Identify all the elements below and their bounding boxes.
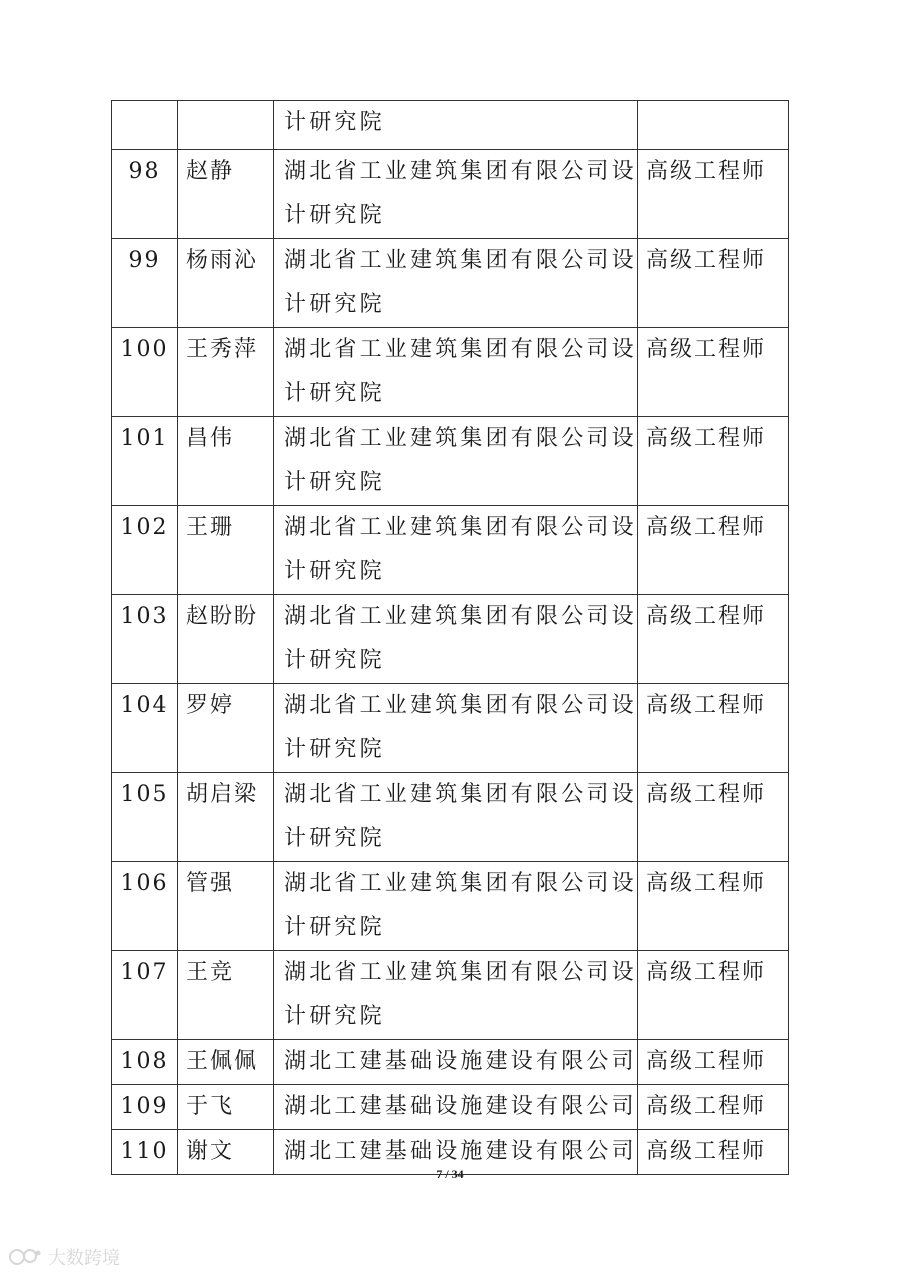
unit-cell: 湖北工建基础设施建设有限公司 — [274, 1085, 638, 1130]
table-row — [112, 1085, 789, 1130]
table-row — [112, 328, 789, 417]
row-number-cell: 104 — [112, 684, 178, 773]
title-cell: 高级工程师 — [638, 506, 789, 595]
name-cell: 胡启梁 — [178, 773, 274, 862]
chat-bubble-logo-icon — [8, 1247, 42, 1267]
table-row — [112, 417, 789, 506]
unit-cell: 湖北工建基础设施建设有限公司 — [274, 1040, 638, 1085]
watermark-text: 大数跨境 — [48, 1248, 120, 1269]
row-number-cell: 105 — [112, 773, 178, 862]
unit-cell: 湖北省工业建筑集团有限公司设计研究院 — [274, 951, 638, 1040]
unit-cell: 湖北省工业建筑集团有限公司设计研究院 — [274, 684, 638, 773]
page-number: 7 / 34 — [436, 1167, 464, 1181]
name-cell: 谢文 — [178, 1130, 274, 1175]
name-cell: 王佩佩 — [178, 1040, 274, 1085]
row-number-cell: 100 — [112, 328, 178, 417]
table-row — [112, 150, 789, 239]
table-row — [112, 773, 789, 862]
title-cell: 高级工程师 — [638, 862, 789, 951]
personnel-table — [111, 100, 789, 1175]
row-number-cell: 109 — [112, 1085, 178, 1130]
title-cell: 高级工程师 — [638, 1040, 789, 1085]
table-row — [112, 239, 789, 328]
title-cell: 高级工程师 — [638, 328, 789, 417]
table-row — [112, 684, 789, 773]
name-cell: 罗婷 — [178, 684, 274, 773]
table-row — [112, 862, 789, 951]
title-cell: 高级工程师 — [638, 150, 789, 239]
row-number-cell: 99 — [112, 239, 178, 328]
row-number-cell: 101 — [112, 417, 178, 506]
title-cell — [638, 101, 789, 150]
row-number-cell: 106 — [112, 862, 178, 951]
name-cell: 赵静 — [178, 150, 274, 239]
row-number-cell: 107 — [112, 951, 178, 1040]
watermark — [8, 1244, 120, 1270]
table-row — [112, 101, 789, 150]
title-cell: 高级工程师 — [638, 1085, 789, 1130]
unit-cell: 湖北省工业建筑集团有限公司设计研究院 — [274, 239, 638, 328]
unit-cell: 计研究院 — [274, 101, 638, 150]
table-body — [112, 101, 789, 1175]
name-cell: 管强 — [178, 862, 274, 951]
row-number-cell: 108 — [112, 1040, 178, 1085]
table-row — [112, 1040, 789, 1085]
unit-cell: 湖北省工业建筑集团有限公司设计研究院 — [274, 862, 638, 951]
unit-cell: 湖北省工业建筑集团有限公司设计研究院 — [274, 773, 638, 862]
unit-cell: 湖北省工业建筑集团有限公司设计研究院 — [274, 506, 638, 595]
unit-cell: 湖北省工业建筑集团有限公司设计研究院 — [274, 328, 638, 417]
title-cell: 高级工程师 — [638, 951, 789, 1040]
name-cell — [178, 101, 274, 150]
name-cell: 昌伟 — [178, 417, 274, 506]
title-cell: 高级工程师 — [638, 1130, 789, 1175]
row-number-cell: 98 — [112, 150, 178, 239]
table-row — [112, 595, 789, 684]
unit-cell: 湖北省工业建筑集团有限公司设计研究院 — [274, 417, 638, 506]
table-row — [112, 951, 789, 1040]
unit-cell: 湖北省工业建筑集团有限公司设计研究院 — [274, 150, 638, 239]
title-cell: 高级工程师 — [638, 595, 789, 684]
title-cell: 高级工程师 — [638, 773, 789, 862]
row-number-cell: 103 — [112, 595, 178, 684]
row-number-cell: 102 — [112, 506, 178, 595]
unit-cell: 湖北工建基础设施建设有限公司 — [274, 1130, 638, 1175]
name-cell: 于飞 — [178, 1085, 274, 1130]
name-cell: 王竞 — [178, 951, 274, 1040]
title-cell: 高级工程师 — [638, 239, 789, 328]
table-row — [112, 506, 789, 595]
title-cell: 高级工程师 — [638, 417, 789, 506]
name-cell: 王秀萍 — [178, 328, 274, 417]
name-cell: 王珊 — [178, 506, 274, 595]
row-number-cell: 110 — [112, 1130, 178, 1175]
name-cell: 杨雨沁 — [178, 239, 274, 328]
unit-cell: 湖北省工业建筑集团有限公司设计研究院 — [274, 595, 638, 684]
row-number-cell — [112, 101, 178, 150]
name-cell: 赵盼盼 — [178, 595, 274, 684]
title-cell: 高级工程师 — [638, 684, 789, 773]
